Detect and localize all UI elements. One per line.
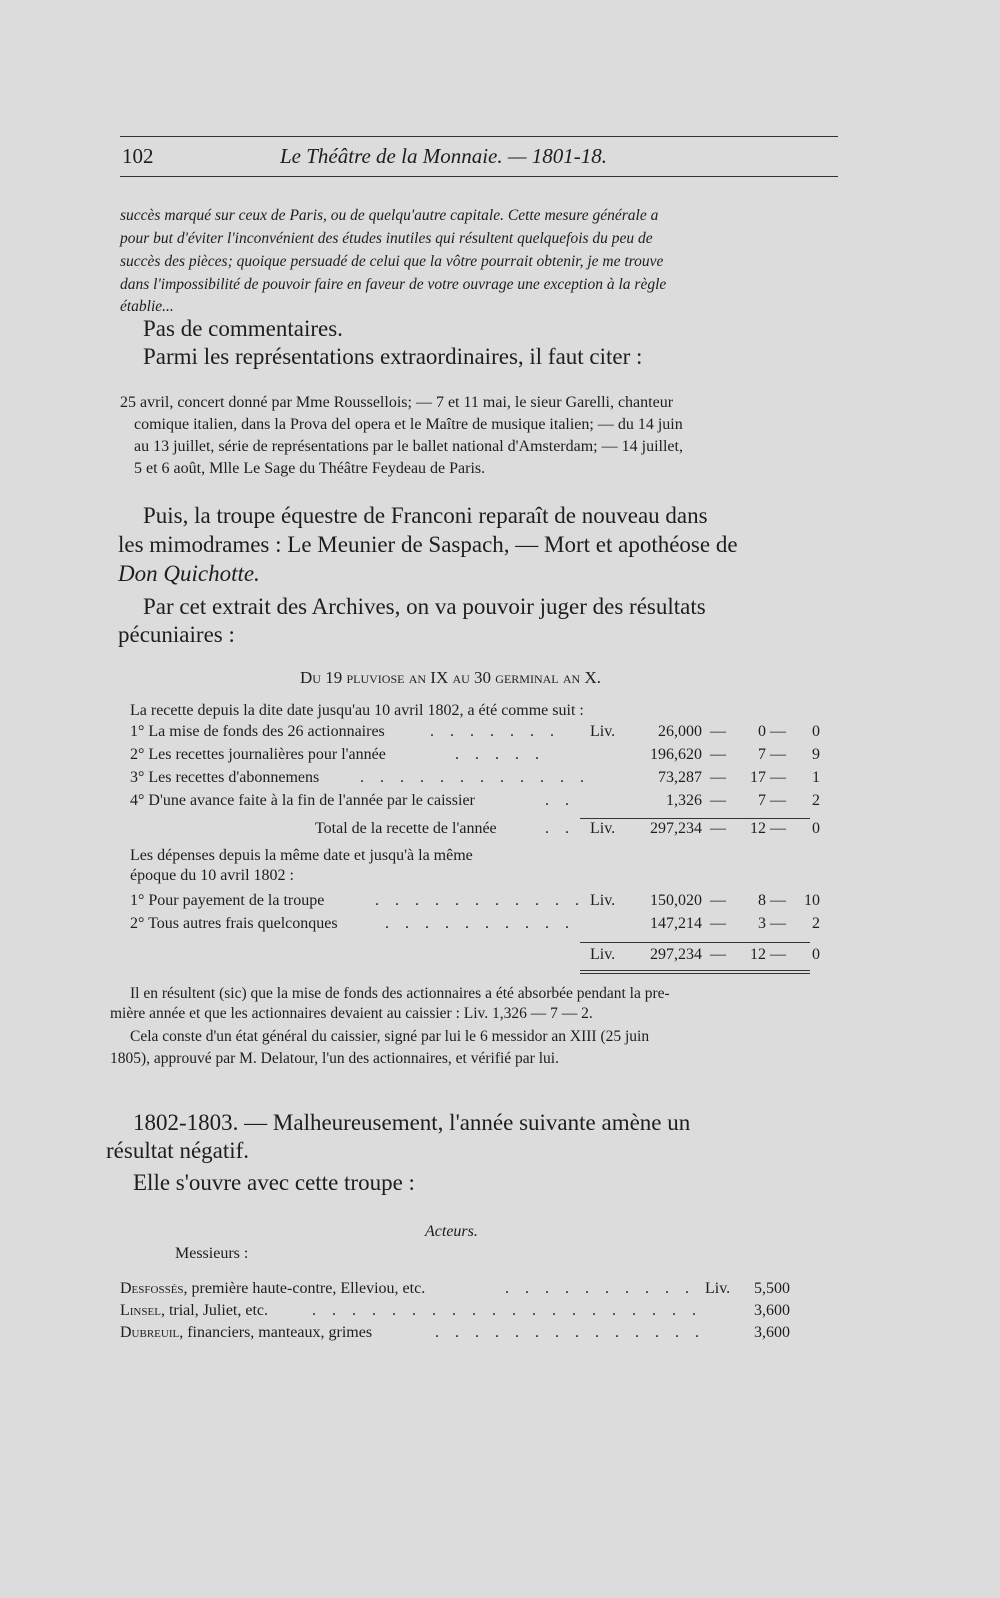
paragraph-par: Par cet extrait des Archives, on va pouvoir juger des résultats — [143, 594, 706, 619]
paragraph-par: pécuniaires : — [118, 622, 235, 647]
sous: 3 — [758, 915, 766, 932]
dash-separator: — — [710, 892, 726, 909]
actor-row — [120, 1324, 800, 1346]
salary: 3,600 — [754, 1302, 790, 1319]
quote-line: dans l'impossibilité de pouvoir faire en faveur de votre ouvrage une exception à la règle — [120, 276, 667, 293]
dash-separator: — — [770, 723, 786, 740]
amount: 297,234 — [650, 946, 702, 963]
expense-label: 2° Tous autres frais quelconques — [130, 915, 338, 932]
dash-separator: — — [710, 946, 726, 963]
amount: 147,214 — [650, 915, 702, 932]
actor-entry — [120, 1324, 372, 1342]
leader-dots: . . . . . . . . . . . . — [360, 769, 590, 786]
sous: 12 — [750, 946, 766, 963]
deniers: 2 — [812, 792, 820, 809]
leader-dots: . . . . . . . . . . . — [375, 892, 585, 909]
leader-dots: . . — [545, 820, 575, 837]
leader-dots: . . . . . . . . . . . . . . . . . . . . — [312, 1302, 702, 1319]
deniers: 10 — [804, 892, 820, 909]
dash-separator: — — [710, 915, 726, 932]
paragraph-parmi: Parmi les représentations extraordinaires, il faut citer : — [143, 344, 643, 369]
actor-row — [120, 1280, 800, 1302]
amount: 26,000 — [658, 723, 702, 740]
receipt-label: 3° Les recettes d'abonnemens — [130, 769, 320, 786]
events-line: comique italien, dans la Prova del opera et le Maître de musique italien; — du 14 juin — [134, 416, 683, 433]
conclusion-line: mière année et que les actionnaires devaient au caissier : Liv. 1,326 — 7 — 2. — [110, 1005, 593, 1022]
leader-dots: . . . . . . . . . . . . . . — [435, 1324, 705, 1341]
dash-separator: — — [770, 792, 786, 809]
receipt-row — [130, 746, 820, 768]
expense-row — [130, 892, 820, 914]
quote-line: succès marqué sur ceux de Paris, ou de quelqu'autre capitale. Cette mesure générale a — [120, 207, 659, 224]
total-receipts-row — [130, 820, 820, 842]
dash-separator: — — [710, 820, 726, 837]
period-title: Du 19 pluviose an IX au 30 germinal an X. — [300, 668, 601, 687]
quote-line: établie... — [120, 298, 174, 315]
header-rule-top — [120, 136, 838, 137]
conclusion-line: Il en résultent (sic) que la mise de fonds des actionnaires a été absorbée pendant la pre- — [130, 985, 670, 1002]
expense-row — [130, 915, 820, 937]
dash-separator: — — [770, 915, 786, 932]
dash-separator: — — [770, 769, 786, 786]
actor-entry — [120, 1302, 268, 1320]
amount: 196,620 — [650, 746, 702, 763]
sous: 12 — [750, 820, 766, 837]
deniers: 2 — [812, 915, 820, 932]
sous: 0 — [758, 723, 766, 740]
actor-name: Linsel — [120, 1302, 161, 1319]
receipt-row — [130, 769, 820, 791]
amount: 73,287 — [658, 769, 702, 786]
amount: 1,326 — [666, 792, 702, 809]
dash-separator: — — [770, 892, 786, 909]
messieurs-label: Messieurs : — [175, 1245, 249, 1262]
dash-separator: — — [770, 946, 786, 963]
dash-separator: — — [710, 723, 726, 740]
actor-roles: , première haute-contre, Elleviou, etc. — [183, 1280, 426, 1297]
sum-rule — [580, 942, 810, 943]
expenses-intro: époque du 10 avril 1802 : — [130, 867, 294, 884]
currency-label: Liv. — [590, 723, 616, 740]
leader-dots: . . . . . — [455, 746, 545, 763]
expenses-intro: Les dépenses depuis la même date et jusqu'à la même — [130, 847, 473, 864]
currency-label: Liv. — [590, 820, 616, 837]
paragraph-elle: Elle s'ouvre avec cette troupe : — [133, 1170, 415, 1195]
events-line: 25 avril, concert donné par Mme Roussellois; — 7 et 11 mai, le sieur Garelli, chanteur — [120, 394, 674, 411]
sous: 17 — [750, 769, 766, 786]
double-rule — [580, 973, 810, 974]
dash-separator: — — [770, 820, 786, 837]
actors-heading: Acteurs. — [425, 1223, 478, 1240]
events-line: 5 et 6 août, Mlle Le Sage du Théâtre Feydeau de Paris. — [134, 460, 486, 477]
conclusion-line: 1805), approuvé par M. Delatour, l'un des actionnaires, et vérifié par lui. — [110, 1050, 559, 1067]
paragraph-1802: résultat négatif. — [106, 1138, 250, 1163]
paragraph-puis: Puis, la troupe équestre de Franconi reparaît de nouveau dans — [143, 503, 708, 528]
deniers: 0 — [812, 946, 820, 963]
deniers: 0 — [812, 723, 820, 740]
deniers: 0 — [812, 820, 820, 837]
actor-roles: , trial, Juliet, etc. — [160, 1302, 269, 1319]
currency-label: Liv. — [590, 946, 616, 963]
amount: 297,234 — [650, 820, 702, 837]
receipt-row — [130, 723, 820, 745]
dash-separator: — — [710, 746, 726, 763]
actor-name: Dubreuil — [120, 1324, 180, 1341]
conclusion-line: Cela conste d'un état général du caissier, signé par lui le 6 messidor an XIII (25 juin — [130, 1028, 650, 1045]
deniers: 1 — [812, 769, 820, 786]
dash-separator: — — [710, 769, 726, 786]
currency-label: Liv. — [590, 892, 616, 909]
double-rule — [580, 970, 810, 971]
header-rule-bottom — [120, 176, 838, 177]
running-title: Le Théâtre de la Monnaie. — 1801-18. — [280, 144, 608, 168]
total-expenses-row — [130, 946, 820, 968]
deniers: 9 — [812, 746, 820, 763]
receipt-row — [130, 792, 820, 814]
actor-row — [120, 1302, 800, 1324]
sum-rule — [580, 818, 810, 819]
actor-roles: , financiers, manteaux, grimes — [179, 1324, 373, 1341]
actor-entry — [120, 1280, 425, 1298]
paragraph-puis: les mimodrames : Le Meunier de Saspach, — Mort et apothéose de — [118, 532, 738, 557]
page-number: 102 — [122, 144, 154, 168]
receipt-label: 4° D'une avance faite à la fin de l'année par le caissier — [130, 792, 475, 809]
amount: 150,020 — [650, 892, 702, 909]
running-header — [120, 144, 838, 174]
leader-dots: . . . . . . . . . . — [385, 915, 575, 932]
total-label: Total de la recette de l'année — [315, 820, 497, 837]
paragraph-1802: 1802-1803. — Malheureusement, l'année suivante amène un — [133, 1110, 691, 1135]
leader-dots: . . . . . . . — [430, 723, 560, 740]
paragraph-no-comment: Pas de commentaires. — [143, 316, 343, 341]
receipt-label: 2° Les recettes journalières pour l'année — [130, 746, 386, 763]
quote-line: succès des pièces; quoique persuadé de celui que la vôtre pourrait obtenir, je me trouve — [120, 253, 664, 270]
salary: 5,500 — [754, 1280, 790, 1297]
sous: 7 — [758, 792, 766, 809]
dash-separator: — — [770, 746, 786, 763]
sous: 8 — [758, 892, 766, 909]
leader-dots: . . . . . . . . . . — [505, 1280, 695, 1297]
salary: 3,600 — [754, 1324, 790, 1341]
currency-label: Liv. — [705, 1280, 731, 1297]
actor-name: Desfossés — [120, 1280, 184, 1297]
receipt-label: 1° La mise de fonds des 26 actionnaires — [130, 723, 385, 740]
events-line: au 13 juillet, série de représentations par le ballet national d'Amsterdam; — 14 juillet, — [134, 438, 683, 455]
receipts-intro: La recette depuis la dite date jusqu'au 10 avril 1802, a été comme suit : — [130, 702, 584, 719]
quote-line: pour but d'éviter l'inconvénient des études inutiles qui résultent quelquefois du peu de — [120, 230, 653, 247]
dash-separator: — — [710, 792, 726, 809]
leader-dots: . . — [545, 792, 575, 809]
expense-label: 1° Pour payement de la troupe — [130, 892, 325, 909]
paragraph-puis: Don Quichotte. — [118, 561, 260, 586]
sous: 7 — [758, 746, 766, 763]
